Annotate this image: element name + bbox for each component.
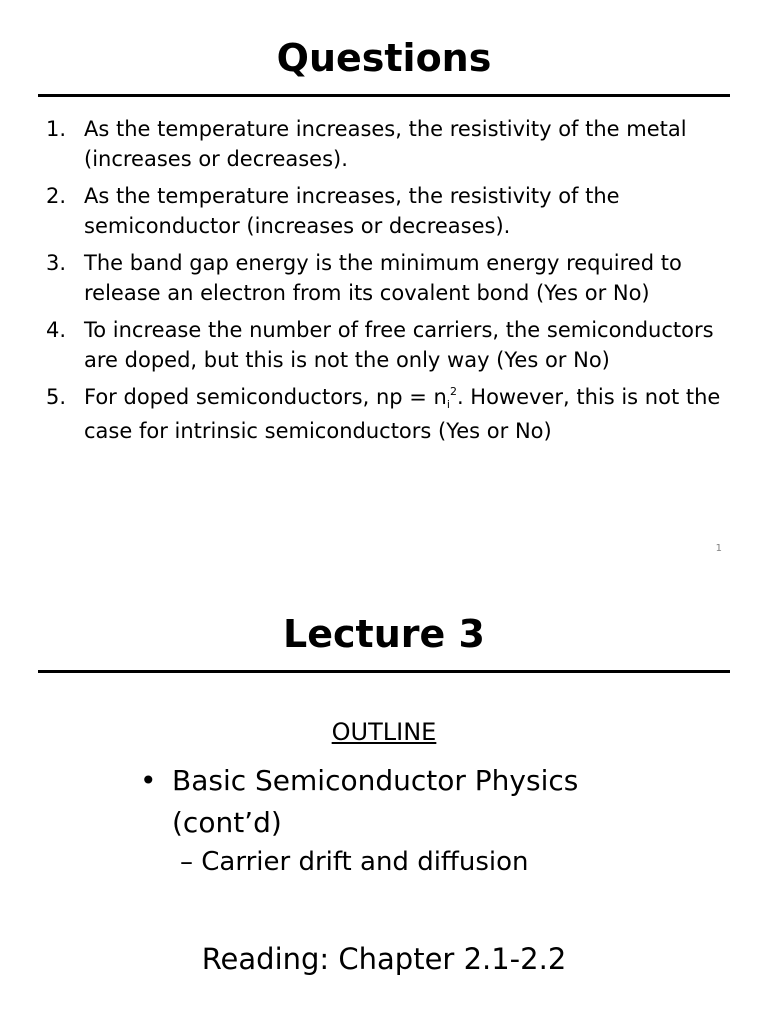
question-text-line: (increases or decreases). [84,147,348,171]
bullet-dot-icon: • [140,764,157,797]
question-text-line: release an electron from its covalent bond (Yes or No) [84,281,650,305]
question-number: 2. [46,184,67,208]
question-list [46,114,726,453]
outline-heading: OUTLINE [331,718,437,746]
question-text-line: case for intrinsic semiconductors (Yes or No) [84,419,552,443]
slide-lecture [0,576,768,1024]
sub-bullet-item: – Carrier drift and diffusion [180,847,529,877]
question-text-line: As the temperature increases, the resistivity of the [84,184,620,208]
question-number: 4. [46,318,67,342]
title-divider [38,94,730,97]
question-text-line: The band gap energy is the minimum energy required to [84,251,682,275]
question-text-line: As the temperature increases, the resistivity of the metal [84,117,687,141]
slide-title: Lecture 3 [283,612,485,656]
question-text-line [84,382,726,416]
reading-assignment: Reading: Chapter 2.1-2.2 [201,942,567,976]
page-number: 1 [715,543,722,554]
question-item [46,114,726,174]
bullet-text-line: (cont’d) [172,806,282,839]
question-text-line: semiconductor (increases or decreases). [84,214,511,238]
title-divider [38,670,730,673]
slide-title: Questions [276,36,492,80]
question-number: 5. [46,385,67,409]
question-number: 1. [46,117,67,141]
formula-text-pre: For doped semiconductors, np = n [84,385,447,409]
formula-subscript: i [446,398,450,411]
question-text-line: are doped, but this is not the only way (Yes or No) [84,348,610,372]
bullet-item [140,760,600,844]
bullet-text-line: Basic Semiconductor Physics [172,764,579,797]
formula-superscript: 2 [449,385,457,398]
question-item [46,382,726,446]
formula-text-post: . However, this is not the [456,385,721,409]
question-text-line: To increase the number of free carriers, the semiconductors [84,318,714,342]
question-number: 3. [46,251,67,275]
question-item [46,181,726,241]
question-item [46,315,726,375]
question-item [46,248,726,308]
